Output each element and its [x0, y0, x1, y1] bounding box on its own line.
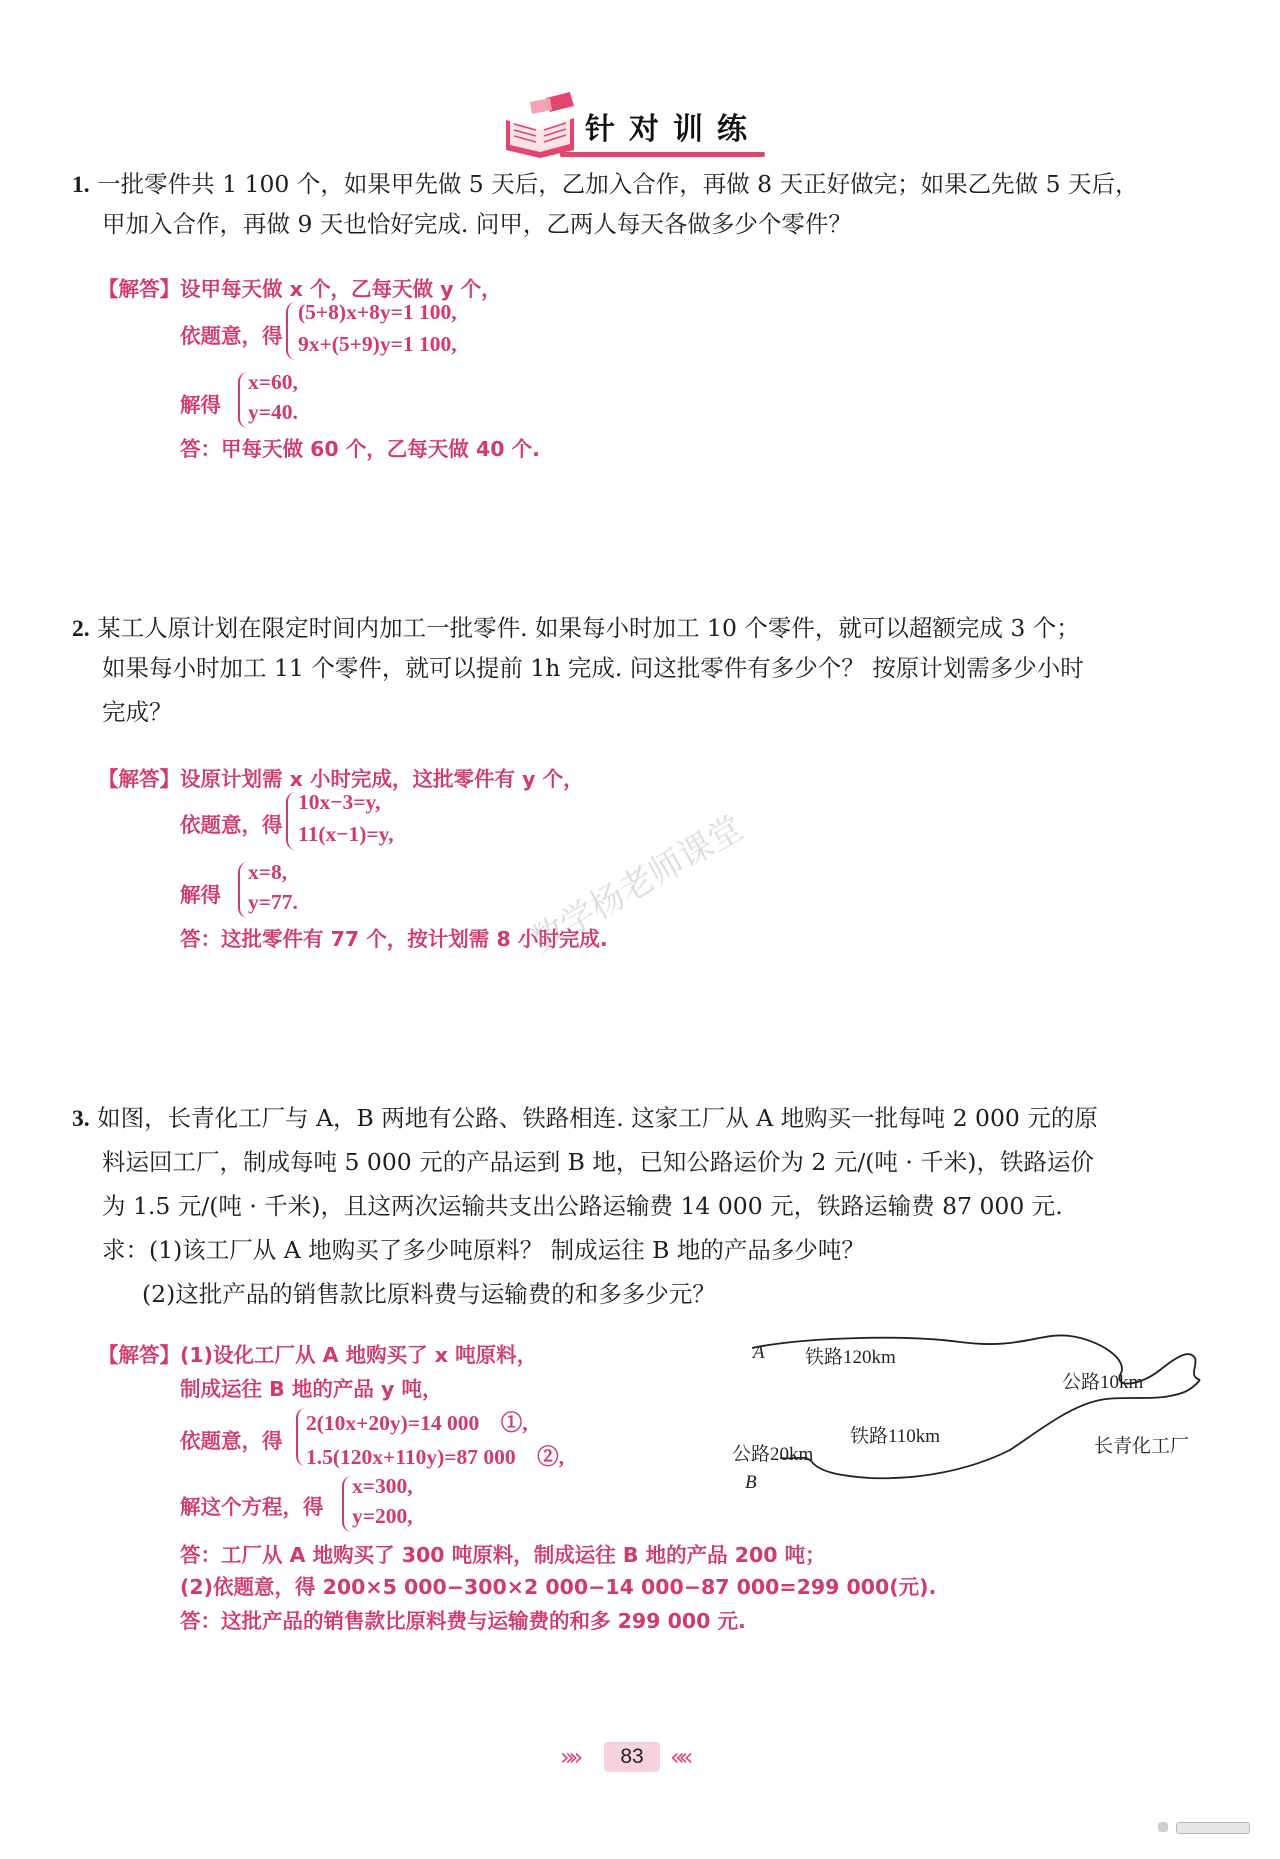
system-label: 依题意，得 [180, 324, 283, 348]
page-number: 83 [604, 1742, 660, 1772]
solution-brace [238, 372, 248, 428]
question-text-line: 完成？ [102, 698, 173, 726]
answer-intro: 【解答】设甲每天做 x 个，乙每天做 y 个， [98, 277, 502, 301]
solution: x=8, [248, 860, 288, 884]
question-text-line: 如果每小时加工 11 个零件，就可以提前 1h 完成. 问这批零件有多少个？ 按原计划需多少小时 [102, 654, 1084, 682]
answer-1 [98, 272, 798, 472]
solution-label: 解得 [180, 883, 221, 907]
equation: 9x+(5+9)y=1 100, [298, 332, 457, 356]
equation: 10x−3=y, [298, 790, 381, 814]
equation: (5+8)x+8y=1 100, [298, 300, 457, 324]
solution: y=40. [248, 400, 298, 424]
question-1 [72, 162, 1212, 262]
question-2 [72, 606, 1212, 746]
nav-bar [1176, 1822, 1250, 1834]
system-label: 依题意，得 [180, 813, 283, 837]
answer-intro: 【解答】(1)设化工厂从 A 地购买了 x 吨原料， [98, 1343, 538, 1367]
final-answer: 答：这批产品的销售款比原料费与运输费的和多 299 000 元. [180, 1609, 746, 1633]
equation: 1.5(120x+110y)=87 000 ②, [306, 1445, 565, 1469]
equation-brace [286, 792, 296, 850]
title-underline [560, 152, 765, 157]
railway-road-bottom [780, 1380, 1200, 1478]
question-text-line: 为 1.5 元/(吨 · 千米)，且这两次运输共支出公路运输费 14 000 元，铁路运输费 87 000 元. [102, 1192, 1063, 1220]
label-b: B [745, 1472, 757, 1493]
question-text-line: 求：(1)该工厂从 A 地购买了多少吨原料？ 制成运往 B 地的产品多少吨？ [102, 1236, 865, 1264]
question-text-line: (2)这批产品的销售款比原料费与运输费的和多多少元？ [142, 1280, 716, 1308]
solution: y=200, [352, 1504, 413, 1528]
solution: x=60, [248, 370, 298, 394]
equation: 2(10x+20y)=14 000 ①, [306, 1411, 528, 1435]
route-map [720, 1330, 1220, 1530]
solution: x=300, [352, 1474, 413, 1498]
system-label: 依题意，得 [180, 1429, 283, 1453]
final-answer: 答：工厂从 A 地购买了 300 吨原料，制成运往 B 地的产品 200 吨； [180, 1543, 826, 1567]
chevron-left-icon: «« [670, 1743, 688, 1771]
final-answer: 答：甲每天做 60 个，乙每天做 40 个. [180, 437, 540, 461]
question-3 [72, 1096, 1212, 1326]
watermark: 数学杨老师课堂 [524, 807, 751, 962]
label-road-right: 公路10km [1062, 1372, 1144, 1393]
label-road-left: 公路20km [732, 1444, 814, 1465]
question-text-line: 某工人原计划在限定时间内加工一批零件. 如果每小时加工 10 个零件，就可以超额完成 3 个； [97, 614, 1080, 642]
question-text-line: 料运回工厂，制成每吨 5 000 元的产品运到 B 地，已知公路运价为 2 元/(吨 · 千米)，铁路运价 [102, 1148, 1094, 1176]
label-rail-top: 铁路120km [805, 1347, 896, 1368]
chevron-right-icon: »» [560, 1743, 578, 1771]
solution-brace [238, 862, 248, 918]
equation: 11(x−1)=y, [298, 822, 394, 846]
question-text-line: 一批零件共 1 100 个，如果甲先做 5 天后，乙加入合作，再做 8 天正好做完；如果乙先做 5 天后， [97, 170, 1139, 198]
final-answer: 答：这批零件有 77 个，按计划需 8 小时完成. [180, 927, 608, 951]
page-title: 针对训练 [585, 112, 761, 147]
question-number: 2. [72, 616, 90, 642]
question-text-line: 甲加入合作，再做 9 天也恰好完成. 问甲，乙两人每天各做多少个零件？ [102, 210, 852, 238]
equation-brace [286, 302, 296, 360]
question-number: 3. [72, 1106, 90, 1132]
solution-brace [342, 1476, 352, 1532]
answer-text: 制成运往 B 地的产品 y 吨， [180, 1377, 443, 1401]
solution-label: 解得 [180, 393, 221, 417]
nav-handle-icon [1158, 1822, 1168, 1832]
question-number: 1. [72, 172, 90, 198]
question-text-line: 如图，长青化工厂与 A，B 两地有公路、铁路相连. 这家工厂从 A 地购买一批每吨 2 000 元的原 [97, 1104, 1098, 1132]
label-a: A [753, 1342, 765, 1363]
solution: y=77. [248, 890, 298, 914]
answer-intro: 【解答】设原计划需 x 小时完成，这批零件有 y 个， [98, 767, 584, 791]
equation-brace [296, 1408, 306, 1466]
book-icon [500, 88, 580, 158]
label-rail-bottom: 铁路110km [850, 1426, 941, 1447]
section-header [500, 88, 770, 158]
answer-text: (2)依题意，得 200×5 000−300×2 000−14 000−87 000=299 000(元). [180, 1575, 937, 1599]
label-factory: 长青化工厂 [1094, 1436, 1190, 1457]
solution-label: 解这个方程，得 [180, 1495, 324, 1519]
